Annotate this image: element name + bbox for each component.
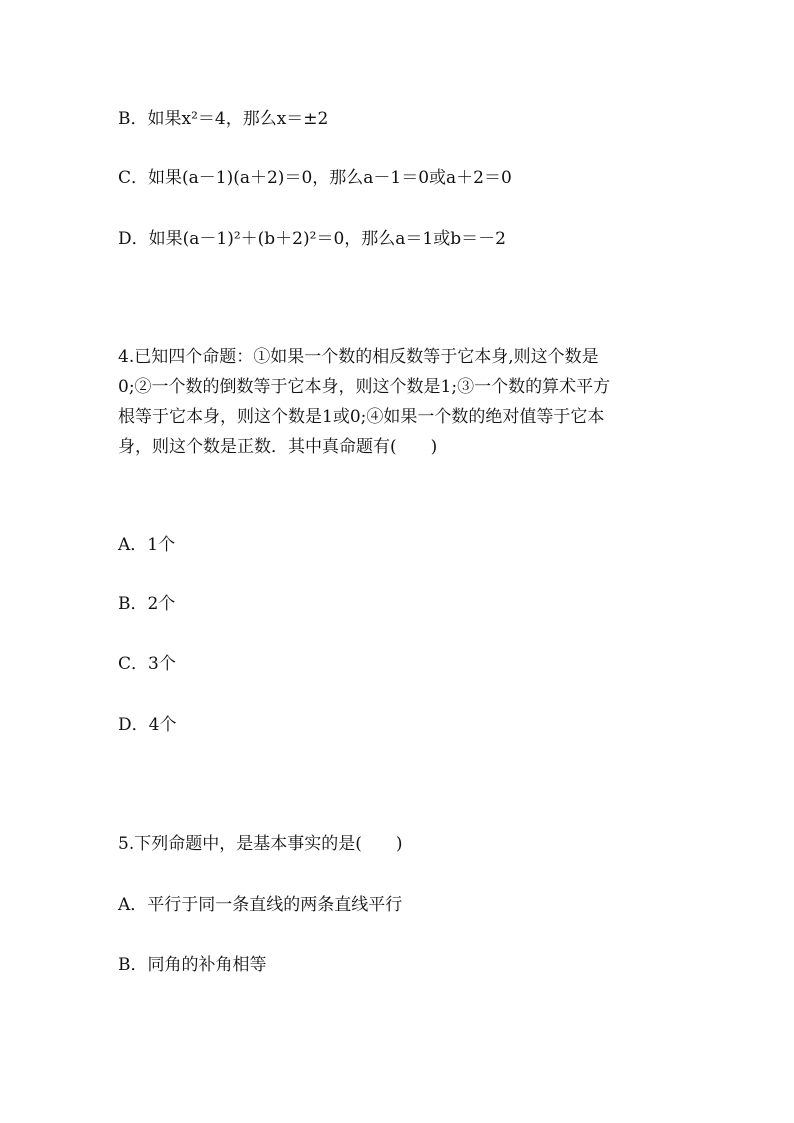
q4-stem-line: 根等于它本身，则这个数是1或0;④如果一个数的绝对值等于它本 bbox=[118, 407, 605, 427]
q4-option-a: A．1个 bbox=[118, 535, 176, 555]
q4-stem-line: 0;②一个数的倒数等于它本身，则这个数是1;③一个数的算术平方 bbox=[118, 377, 611, 397]
q5-stem: 5.下列命题中，是基本事实的是( ) bbox=[118, 834, 403, 854]
q4-option-b: B．2个 bbox=[118, 594, 176, 614]
q3-option-b: B．如果x²＝4，那么x＝±2 bbox=[118, 109, 329, 129]
q4-stem-line: 身，则这个数是正数．其中真命题有( ) bbox=[118, 437, 438, 457]
q5-option-a: A．平行于同一条直线的两条直线平行 bbox=[118, 895, 403, 915]
q4-stem-line: 4.已知四个命题：①如果一个数的相反数等于它本身,则这个数是 bbox=[118, 347, 599, 367]
q4-option-d: D．4个 bbox=[118, 715, 177, 735]
q4-option-c: C．3个 bbox=[118, 654, 176, 674]
q4-stem bbox=[118, 342, 678, 462]
q3-option-c: C．如果(a－1)(a＋2)＝0，那么a－1＝0或a＋2＝0 bbox=[118, 168, 512, 188]
q5-option-b: B．同角的补角相等 bbox=[118, 955, 267, 975]
q3-option-d: D．如果(a－1)²＋(b＋2)²＝0，那么a＝1或b＝－2 bbox=[118, 229, 506, 249]
